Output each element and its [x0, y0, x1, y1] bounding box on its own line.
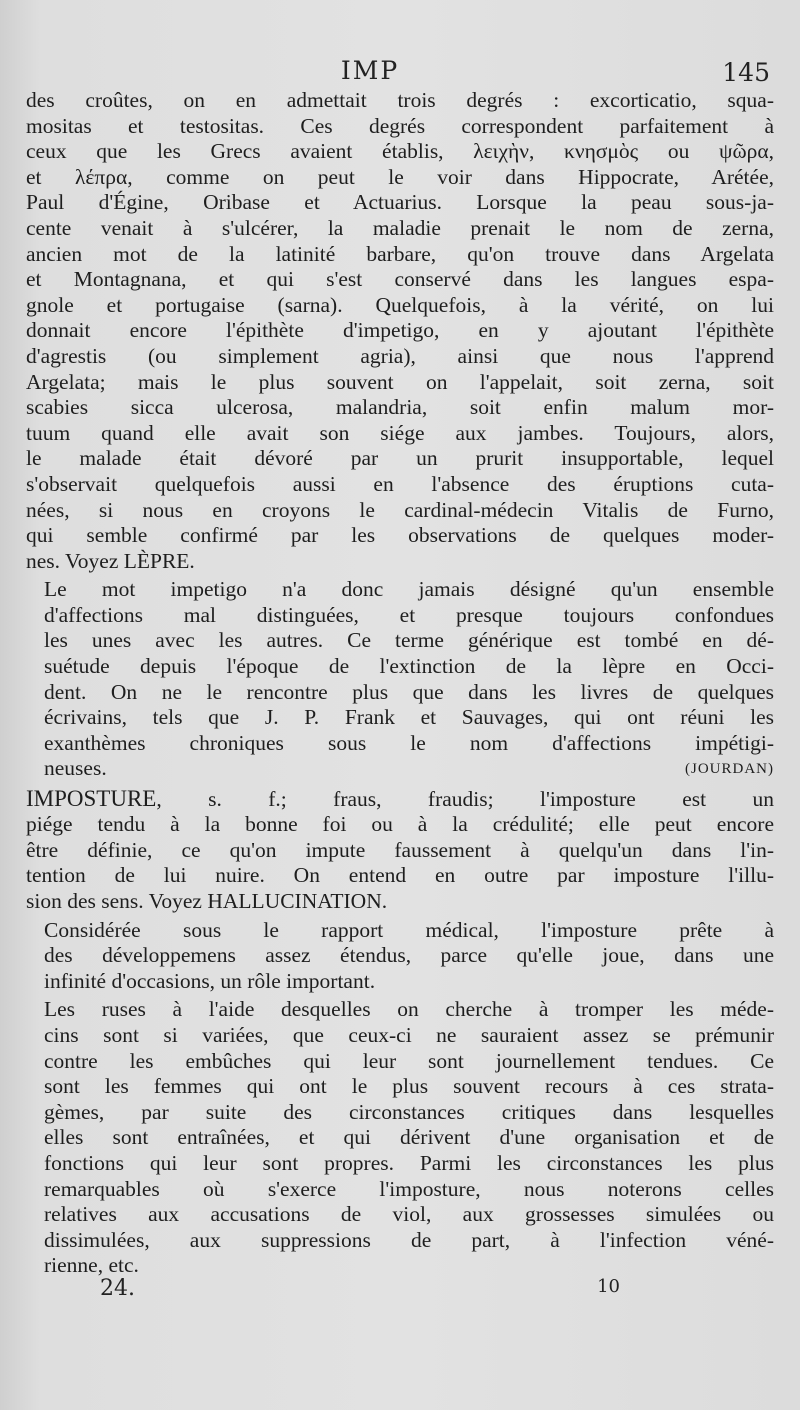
text-line: contre les embûches qui leur sont journellement tendues. Ce	[44, 1048, 774, 1073]
text-line: et λέπρα, comme on peut le voir dans Hippocrate, Arétée,	[26, 164, 774, 189]
text-line: d'affections mal distinguées, et presque toujours confondues	[44, 602, 774, 627]
sheet-number: 10	[597, 1276, 620, 1297]
paragraph-medical	[26, 918, 774, 995]
text-line: le malade était dévoré par un prurit insupportable, lequel	[26, 446, 774, 471]
text-line: écrivains, tels que J. P. Frank et Sauvages, qui ont réuni les	[44, 705, 774, 730]
text-line: être définie, ce qu'on impute faussement à quelqu'un dans l'in-	[26, 837, 774, 862]
text-line: infinité d'occasions, un rôle important.	[44, 968, 376, 993]
text-line: cente venait à s'ulcérer, la maladie prenait le nom de zerna,	[26, 215, 774, 240]
text-line: exanthèmes chroniques sous le nom d'affections impétigi-	[44, 730, 774, 755]
text-line: tuum quand elle avait son siége aux jambes. Toujours, alors,	[26, 420, 774, 445]
text-line: fonctions qui leur sont propres. Parmi les circonstances les plus	[44, 1150, 774, 1175]
text-line: tention de lui nuire. On entend en outre par imposture l'illu-	[26, 863, 774, 888]
text-line: neuses.	[44, 756, 107, 781]
text-line: les unes avec les autres. Ce terme générique est tombé en dé-	[44, 628, 774, 653]
text-line: s'observait quelquefois aussi en l'absence des éruptions cuta-	[26, 471, 774, 496]
text-line: cins sont si variées, que ceux-ci ne sauraient assez se prémunir	[44, 1022, 774, 1047]
running-head: IMP	[340, 56, 400, 85]
text-line: relatives aux accusations de viol, aux grossesses simulées ou	[44, 1202, 774, 1227]
text-line: Les ruses à l'aide desquelles on cherche à tromper les méde-	[44, 997, 774, 1022]
text-line: des développemens assez étendus, parce qu'elle joue, dans une	[44, 943, 774, 968]
page-body	[26, 88, 774, 1279]
text-line: nées, si nous en croyons le cardinal-médecin Vitalis de Furno,	[26, 497, 774, 522]
text-line: gnole et portugaise (sarna). Quelquefois, à la vérité, on lui	[26, 292, 774, 317]
text-line: dent. On ne le rencontre plus que dans les livres de quelques	[44, 679, 774, 704]
signature-mark: 24.	[100, 1276, 135, 1301]
paragraph-impetigo	[26, 577, 774, 782]
text-line: scabies sicca ulcerosa, malandria, soit enfin malum mor-	[26, 395, 774, 420]
text-line: ceux que les Grecs avaient établis, λειχὴν, κνησμὸς ou ψῶρα,	[26, 139, 774, 164]
text-line: IMPOSTURE, s. f.; fraus, fraudis; l'imposture est un	[26, 785, 774, 811]
text-line: Argelata; mais le plus souvent on l'appelait, soit zerna, soit	[26, 369, 774, 394]
text-line: gèmes, par suite des circonstances critiques dans lesquelles	[44, 1099, 774, 1124]
paragraph-ruses	[26, 997, 774, 1279]
text-line: des croûtes, on en admettait trois degrés : excorticatio, squa-	[26, 88, 774, 112]
text-line: rienne, etc.	[44, 1253, 139, 1278]
text-line: piége tendu à la bonne foi ou à la crédulité; elle peut encore	[26, 812, 774, 837]
text-line: Paul d'Égine, Oribase et Actuarius. Lorsque la peau sous-ja-	[26, 190, 774, 215]
page-number: 145	[722, 58, 770, 87]
text-line: ancien mot de la latinité barbare, qu'on trouve dans Argelata	[26, 241, 774, 266]
text-line: elles sont entraînées, et qui dérivent d'une organisation et de	[44, 1125, 774, 1150]
entry-imposture	[26, 786, 774, 915]
text-line: donnait encore l'épithète d'impetigo, en y ajoutant l'épithète	[26, 318, 774, 343]
text-line: et Montagnana, et qui s'est conservé dans les langues espa-	[26, 267, 774, 292]
cross-reference-hallucination: sion des sens. Voyez HALLUCINATION.	[26, 889, 388, 913]
text-line: Considérée sous le rapport médical, l'imposture prête à	[44, 917, 774, 942]
text-line: dissimulées, aux suppressions de part, à l'infection véné-	[44, 1227, 774, 1252]
text-line: d'agrestis (ou simplement agria), ainsi que nous l'apprend	[26, 343, 774, 368]
text-line: remarquables où s'exerce l'imposture, nous noterons celles	[44, 1176, 774, 1201]
entry-headword: IMPOSTURE	[26, 785, 157, 811]
text-line: qui semble confirmé par les observations de quelques moder-	[26, 523, 774, 548]
author-signature: (JOURDAN)	[685, 761, 774, 778]
text-line: suétude depuis l'époque de l'extinction de la lèpre en Occi-	[44, 654, 774, 679]
text-line: sont les femmes qui ont le plus souvent recours à ces strata-	[44, 1074, 774, 1099]
cross-reference-lepre: nes. Voyez LÈPRE.	[26, 548, 195, 573]
paragraph-continuation	[26, 88, 774, 574]
text-line: Le mot impetigo n'a donc jamais désigné qu'un ensemble	[44, 577, 774, 602]
page-footer	[100, 1276, 620, 1306]
text-line: mositas et testositas. Ces degrés correspondent parfaitement à	[26, 113, 774, 138]
